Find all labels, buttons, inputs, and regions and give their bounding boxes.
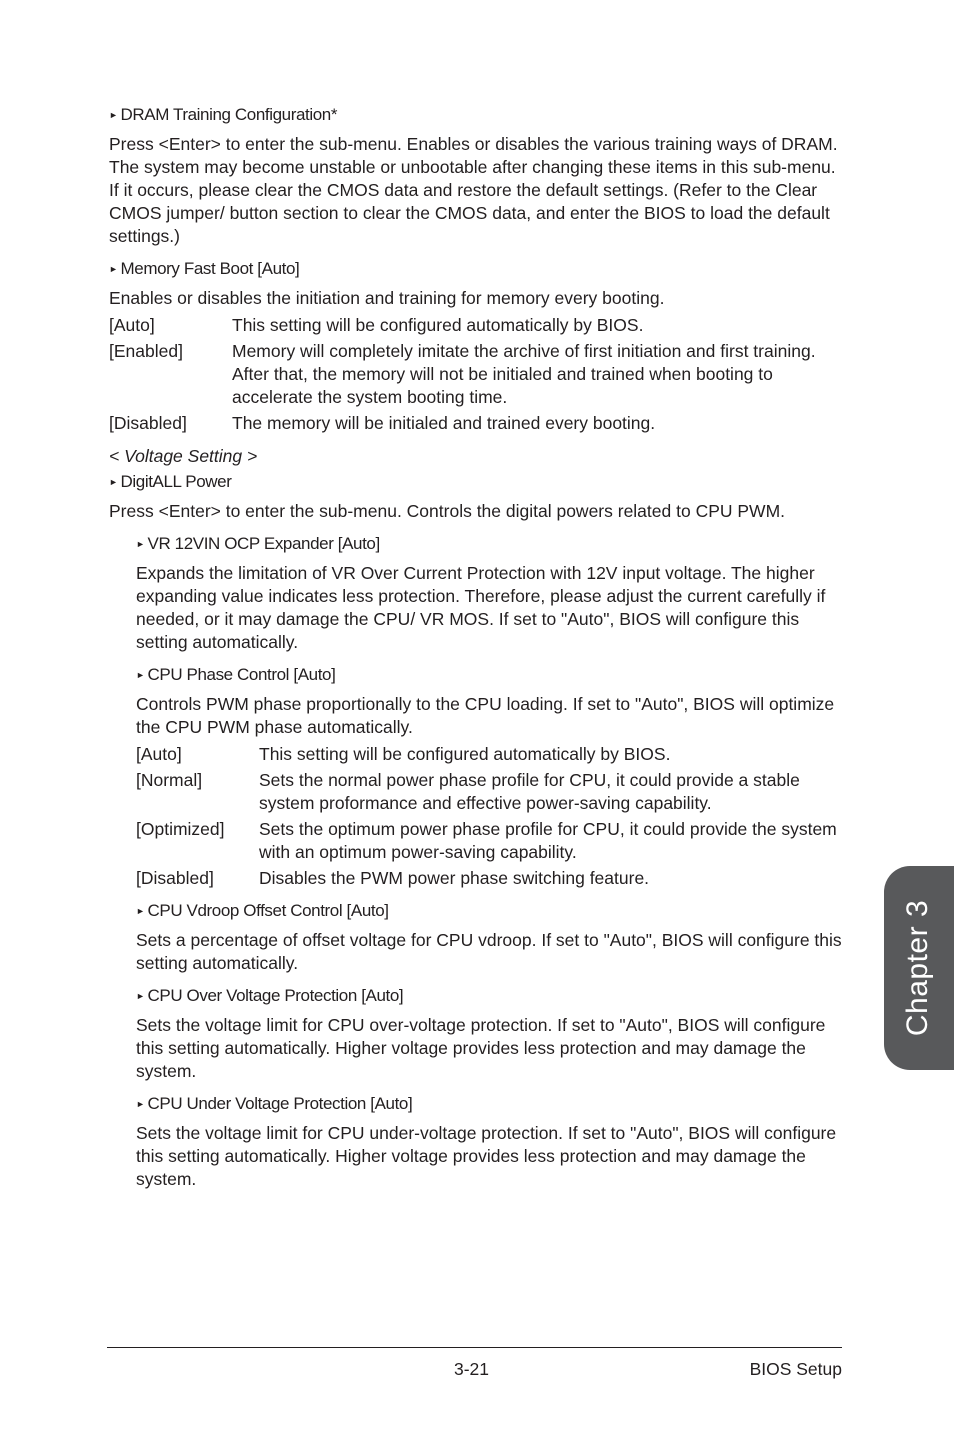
option-key: [Disabled] xyxy=(109,413,187,433)
voltage-setting-heading: < Voltage Setting > xyxy=(109,446,258,466)
triangle-bullet-icon: ► xyxy=(136,991,145,1001)
section-body: Sets the voltage limit for CPU under-voltage protection. If set to "Auto", BIOS will configure this setting automatically. Higher voltage provides less protection and may damage the system. xyxy=(136,1123,837,1189)
triangle-bullet-icon: ► xyxy=(136,539,145,549)
option-key: [Disabled] xyxy=(136,868,214,888)
section-body: Expands the limitation of VR Over Current Protection with 12V input voltage. The higher expanding value indicates less protection. Therefore, please adjust the current carefully if needed, or it may damage the CPU/ VR MOS. If set to "Auto", BIOS will configure this setting automatically. xyxy=(136,563,826,652)
option-desc: Sets the normal power phase profile for CPU, it could provide a stable system proformance and effective power-saving capability. xyxy=(259,770,800,813)
section-title: DRAM Training Configuration* xyxy=(120,105,338,124)
chapter-tab-label: Chapter 3 xyxy=(901,899,934,1037)
triangle-bullet-icon: ► xyxy=(136,906,145,916)
section-digitall-power xyxy=(109,471,849,523)
section-title: CPU Over Voltage Protection [Auto] xyxy=(147,986,404,1005)
option-row xyxy=(109,314,849,337)
subsection-cpu-vdroop xyxy=(136,900,849,975)
section-body: Controls PWM phase proportionally to the CPU loading. If set to "Auto", BIOS will optimize the CPU PWM phase automatically. xyxy=(136,694,835,737)
triangle-bullet-icon: ► xyxy=(109,477,118,487)
subsection-vr-ocp xyxy=(136,533,849,654)
option-desc: Memory will completely imitate the archive of first initiation and first training. After that, the memory will not be initialed and trained when booting to accelerate the system booting time. xyxy=(232,341,816,407)
section-title: CPU Under Voltage Protection [Auto] xyxy=(147,1094,413,1113)
option-row xyxy=(136,867,849,890)
option-desc: Disables the PWM power phase switching feature. xyxy=(259,868,650,888)
option-row xyxy=(136,743,849,766)
option-row xyxy=(109,412,849,435)
option-key: [Normal] xyxy=(136,770,203,790)
option-key: [Auto] xyxy=(109,315,155,335)
subsection-cpu-uvp xyxy=(136,1093,849,1191)
option-desc: This setting will be configured automatically by BIOS. xyxy=(232,315,644,335)
section-body: Enables or disables the initiation and training for memory every booting. xyxy=(109,288,665,308)
section-body: Press <Enter> to enter the sub-menu. Enables or disables the various training ways of DRAM. The system may become unstable or unbootable after changing these items in this sub-menu. If it occurs, please clear the CMOS data and restore the default settings. (Refer to the Clear CMOS jumper/ button section to clear the CMOS data, and enter the BIOS to load the default settings.) xyxy=(109,134,838,246)
triangle-bullet-icon: ► xyxy=(136,670,145,680)
option-row xyxy=(136,818,849,864)
digitall-subsections xyxy=(136,533,849,1191)
section-body: Sets the voltage limit for CPU over-voltage protection. If set to "Auto", BIOS will configure this setting automatically. Higher voltage provides less protection and may damage the system. xyxy=(136,1015,826,1081)
section-title: CPU Phase Control [Auto] xyxy=(147,665,336,684)
footer-divider xyxy=(107,1347,842,1348)
subsection-cpu-phase-control xyxy=(136,664,849,890)
section-body: Sets a percentage of offset voltage for CPU vdroop. If set to "Auto", BIOS will configure this setting automatically. xyxy=(136,930,842,973)
option-list xyxy=(109,314,849,435)
option-key: [Optimized] xyxy=(136,819,225,839)
section-title: Memory Fast Boot [Auto] xyxy=(120,259,300,278)
page-content xyxy=(109,104,849,1191)
section-title: VR 12VIN OCP Expander [Auto] xyxy=(147,534,380,553)
option-desc: Sets the optimum power phase profile for CPU, it could provide the system with an optimum power-saving capability. xyxy=(259,819,837,862)
page-number: 3-21 xyxy=(454,1359,490,1379)
section-body: Press <Enter> to enter the sub-menu. Controls the digital powers related to CPU PWM. xyxy=(109,501,786,521)
section-title: CPU Vdroop Offset Control [Auto] xyxy=(147,901,389,920)
footer-title: BIOS Setup xyxy=(749,1359,842,1379)
option-key: [Auto] xyxy=(136,744,182,764)
option-key: [Enabled] xyxy=(109,341,183,361)
option-list xyxy=(136,743,849,890)
subsection-cpu-ovp xyxy=(136,985,849,1083)
section-title: DigitALL Power xyxy=(120,472,232,491)
triangle-bullet-icon: ► xyxy=(109,110,118,120)
option-desc: The memory will be initialed and trained every booting. xyxy=(232,413,656,433)
option-row xyxy=(109,340,849,409)
triangle-bullet-icon: ► xyxy=(136,1099,145,1109)
section-memory-fast-boot xyxy=(109,258,849,435)
option-row xyxy=(136,769,849,815)
option-desc: This setting will be configured automatically by BIOS. xyxy=(259,744,671,764)
section-dram-training xyxy=(109,104,849,248)
triangle-bullet-icon: ► xyxy=(109,264,118,274)
